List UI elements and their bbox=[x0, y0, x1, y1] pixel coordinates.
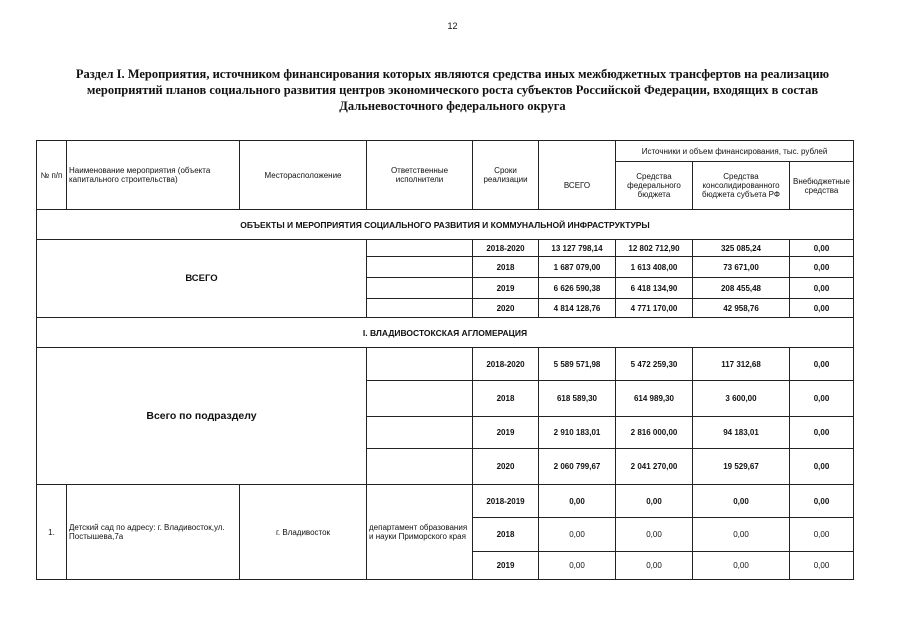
extra-cell: 0,00 bbox=[790, 485, 854, 518]
header-regional: Средства консолидированного бюджета субъета РФ bbox=[693, 162, 790, 210]
responsible-cell bbox=[367, 449, 473, 485]
responsible-cell bbox=[367, 417, 473, 449]
table-row bbox=[37, 240, 854, 257]
header-name: Наименование мероприятия (объекта капитального строительства) bbox=[67, 141, 240, 210]
total-cell: 5 589 571,98 bbox=[539, 348, 616, 381]
federal-cell: 2 816 000,00 bbox=[616, 417, 693, 449]
extra-cell: 0,00 bbox=[790, 518, 854, 552]
total-cell: 1 687 079,00 bbox=[539, 257, 616, 278]
regional-cell: 117 312,68 bbox=[693, 348, 790, 381]
extra-cell: 0,00 bbox=[790, 417, 854, 449]
period-cell: 2018-2020 bbox=[473, 240, 539, 257]
period-cell: 2019 bbox=[473, 278, 539, 299]
extra-cell: 0,00 bbox=[790, 299, 854, 318]
federal-cell: 6 418 134,90 bbox=[616, 278, 693, 299]
total-cell: 618 589,30 bbox=[539, 381, 616, 417]
item-location: г. Владивосток bbox=[240, 485, 367, 580]
responsible-cell bbox=[367, 348, 473, 381]
federal-cell: 5 472 259,30 bbox=[616, 348, 693, 381]
table-row bbox=[37, 348, 854, 381]
period-cell: 2018 bbox=[473, 518, 539, 552]
total-cell: 13 127 798,14 bbox=[539, 240, 616, 257]
header-terms: Сроки реализации bbox=[473, 141, 539, 210]
section-title: Раздел I. Мероприятия, источником финансирования которых являются средства иных межбюджетных трансфертов на реализацию мероприятий планов социального развития центров экономического роста субъектов Российской Федерации, входящих в состав Дальневосточного федерального округа bbox=[75, 67, 830, 113]
total-cell: 4 814 128,76 bbox=[539, 299, 616, 318]
subsection-total-label: Всего по подразделу bbox=[37, 348, 367, 485]
extra-cell: 0,00 bbox=[790, 552, 854, 580]
total-cell: 0,00 bbox=[539, 552, 616, 580]
extra-cell: 0,00 bbox=[790, 348, 854, 381]
item-number: 1. bbox=[37, 485, 67, 580]
financing-table bbox=[36, 140, 854, 580]
section-heading: ОБЪЕКТЫ И МЕРОПРИЯТИЯ СОЦИАЛЬНОГО РАЗВИТИЯ И КОММУНАЛЬНОЙ ИНФРАСТРУКТУРЫ bbox=[37, 210, 854, 240]
responsible-cell bbox=[367, 257, 473, 278]
header-federal: Средства федерального бюджета bbox=[616, 162, 693, 210]
period-cell: 2018-2020 bbox=[473, 348, 539, 381]
extra-cell: 0,00 bbox=[790, 449, 854, 485]
period-cell: 2018-2019 bbox=[473, 485, 539, 518]
table-row bbox=[37, 485, 854, 518]
regional-cell: 73 671,00 bbox=[693, 257, 790, 278]
total-label: ВСЕГО bbox=[37, 240, 367, 318]
regional-cell: 94 183,01 bbox=[693, 417, 790, 449]
regional-cell: 0,00 bbox=[693, 485, 790, 518]
regional-cell: 0,00 bbox=[693, 552, 790, 580]
federal-cell: 614 989,30 bbox=[616, 381, 693, 417]
responsible-cell bbox=[367, 299, 473, 318]
header-responsible: Ответственные исполнители bbox=[367, 141, 473, 210]
header-total: ВСЕГО bbox=[539, 162, 616, 210]
total-cell: 0,00 bbox=[539, 518, 616, 552]
responsible-cell bbox=[367, 240, 473, 257]
regional-cell: 208 455,48 bbox=[693, 278, 790, 299]
regional-cell: 325 085,24 bbox=[693, 240, 790, 257]
extra-cell: 0,00 bbox=[790, 278, 854, 299]
federal-cell: 12 802 712,90 bbox=[616, 240, 693, 257]
responsible-cell bbox=[367, 278, 473, 299]
extra-cell: 0,00 bbox=[790, 240, 854, 257]
federal-cell: 0,00 bbox=[616, 518, 693, 552]
federal-cell: 1 613 408,00 bbox=[616, 257, 693, 278]
header-extra: Внебюджетные средства bbox=[790, 162, 854, 210]
period-cell: 2020 bbox=[473, 299, 539, 318]
total-cell: 6 626 590,38 bbox=[539, 278, 616, 299]
extra-cell: 0,00 bbox=[790, 381, 854, 417]
federal-cell: 4 771 170,00 bbox=[616, 299, 693, 318]
header-total-top bbox=[539, 141, 616, 162]
period-cell: 2020 bbox=[473, 449, 539, 485]
period-cell: 2019 bbox=[473, 552, 539, 580]
section-heading: I. ВЛАДИВОСТОКСКАЯ АГЛОМЕРАЦИЯ bbox=[37, 318, 854, 348]
federal-cell: 2 041 270,00 bbox=[616, 449, 693, 485]
page-number: 12 bbox=[447, 21, 458, 31]
regional-cell: 3 600,00 bbox=[693, 381, 790, 417]
total-cell: 2 060 799,67 bbox=[539, 449, 616, 485]
responsible-cell bbox=[367, 381, 473, 417]
period-cell: 2019 bbox=[473, 417, 539, 449]
period-cell: 2018 bbox=[473, 381, 539, 417]
federal-cell: 0,00 bbox=[616, 552, 693, 580]
header-num: № п/п bbox=[37, 141, 67, 210]
header-location: Месторасположение bbox=[240, 141, 367, 210]
federal-cell: 0,00 bbox=[616, 485, 693, 518]
total-cell: 0,00 bbox=[539, 485, 616, 518]
item-name: Детский сад по адресу: г. Владивосток,ул. Постышева,7а bbox=[67, 485, 240, 580]
header-sources: Источники и объем финансирования, тыс. рублей bbox=[616, 141, 854, 162]
regional-cell: 42 958,76 bbox=[693, 299, 790, 318]
item-responsible: департамент образования и науки Приморского края bbox=[367, 485, 473, 580]
regional-cell: 0,00 bbox=[693, 518, 790, 552]
total-cell: 2 910 183,01 bbox=[539, 417, 616, 449]
period-cell: 2018 bbox=[473, 257, 539, 278]
extra-cell: 0,00 bbox=[790, 257, 854, 278]
regional-cell: 19 529,67 bbox=[693, 449, 790, 485]
